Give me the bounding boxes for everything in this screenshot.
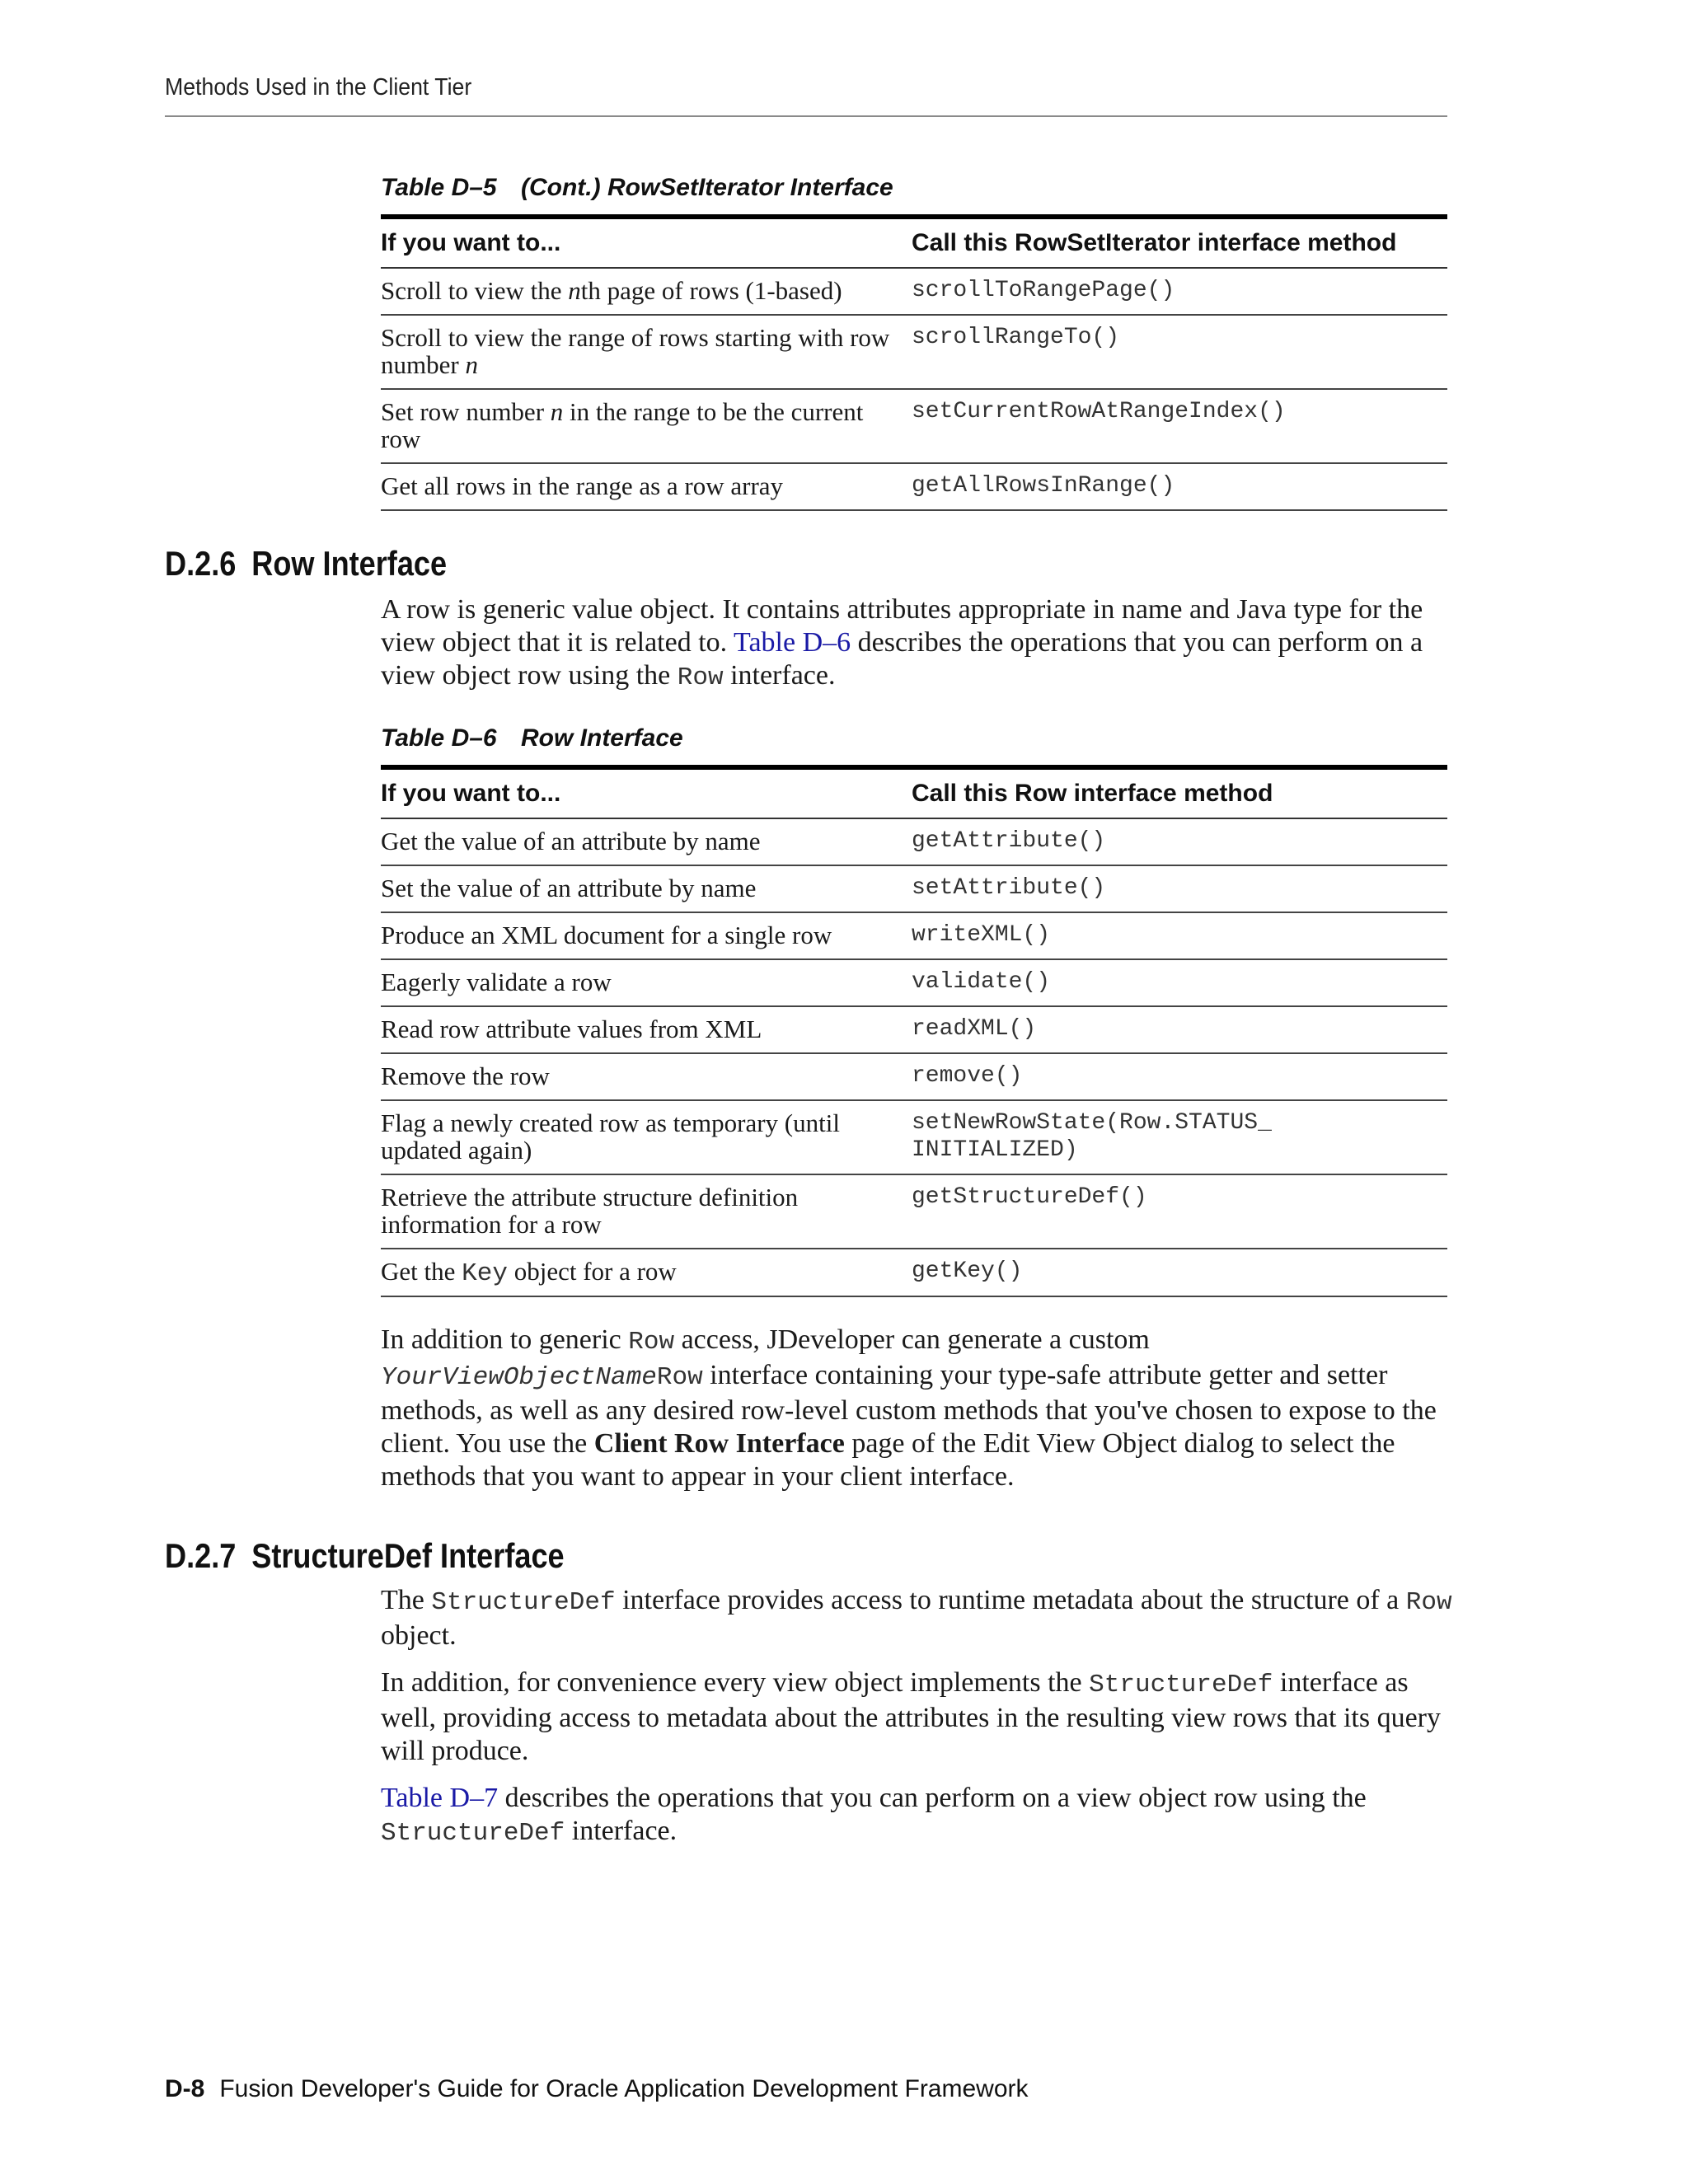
table-cell-action: Get the value of an attribute by name (381, 818, 912, 865)
table-cell-method: getAllRowsInRange() (912, 463, 1447, 510)
table-header-row (381, 767, 1447, 818)
table-cell-method: getAttribute() (912, 818, 1447, 865)
table-cell-method: getKey() (912, 1249, 1447, 1296)
table-cell-action: Remove the row (381, 1053, 912, 1100)
table-d5 (381, 214, 1447, 511)
table-cell-method: scrollRangeTo() (912, 315, 1447, 389)
table-cell-method: scrollToRangePage() (912, 268, 1447, 315)
table-cell-method: setAttribute() (912, 865, 1447, 912)
table-row (381, 818, 1447, 865)
table-cell-method: setNewRowState(Row.STATUS_ INITIALIZED) (912, 1100, 1447, 1174)
running-header: Methods Used in the Client Tier (165, 74, 472, 101)
table-cell-action: Get the Key object for a row (381, 1249, 912, 1296)
table-cell-method: setCurrentRowAtRangeIndex() (912, 389, 1447, 463)
table-row (381, 1174, 1447, 1249)
table-d5-title: (Cont.) RowSetIterator Interface (521, 174, 893, 201)
table-cell-action: Scroll to view the range of rows starting with row number n (381, 315, 912, 389)
table-row (381, 463, 1447, 510)
table-cell-action: Read row attribute values from XML (381, 1006, 912, 1053)
structuredef-paragraph-2: In addition, for convenience every view object implements the StructureDef interface as well, providing access to metadata about the attributes in the resulting view rows that its query will produce. (381, 1667, 1442, 1766)
table-d5-number: Table D–5 (381, 174, 497, 201)
page-number: D-8 (165, 2075, 205, 2102)
table-d5-caption (381, 171, 1447, 214)
book-title: Fusion Developer's Guide for Oracle Application Development Framework (219, 2075, 1029, 2102)
structuredef-paragraph-3: Table D–7 describes the operations that you can perform on a view object row using the StructureDef interface. (381, 1783, 1367, 1848)
section-title: Row Interface (251, 544, 448, 583)
table-cell-method: remove() (912, 1053, 1447, 1100)
table-cell-action: Set the value of an attribute by name (381, 865, 912, 912)
table-cell-action: Retrieve the attribute structure definition information for a row (381, 1174, 912, 1249)
table-cell-method: validate() (912, 959, 1447, 1006)
structuredef-paragraph-1: The StructureDef interface provides access to runtime metadata about the structure of a Row object. (381, 1585, 1452, 1651)
column-header: Call this Row interface method (912, 767, 1447, 818)
table-row (381, 389, 1447, 463)
table-d5-block (381, 171, 1447, 511)
table-header-row (381, 217, 1447, 268)
header-rule (165, 115, 1447, 117)
custom-row-paragraph: In addition to generic Row access, JDeveloper can generate a custom YourViewObjectNameRow interface containing your type-safe attribute getter and setter methods, as well as any desired row-level custom methods that you've chosen to expose to the client. You use the Client Row Interface page of the Edit View Object dialog to select the methods that you want to appear in your client interface. (381, 1324, 1437, 1492)
table-cell-method: writeXML() (912, 912, 1447, 959)
table-d6-title: Row Interface (521, 724, 683, 752)
column-header: If you want to... (381, 767, 912, 818)
table-row (381, 959, 1447, 1006)
section-number: D.2.6 (165, 544, 237, 583)
table-cell-method: readXML() (912, 1006, 1447, 1053)
table-row (381, 315, 1447, 389)
section-heading-d27 (165, 1536, 565, 1576)
section-title: StructureDef Interface (251, 1536, 565, 1575)
table-cell-action: Eagerly validate a row (381, 959, 912, 1006)
table-row (381, 912, 1447, 959)
table-d6 (381, 765, 1447, 1297)
table-row (381, 1053, 1447, 1100)
page-footer (165, 2075, 1029, 2103)
table-d6-caption (381, 722, 1447, 765)
section-heading-d26 (165, 544, 447, 583)
table-cell-action: Flag a newly created row as temporary (until updated again) (381, 1100, 912, 1174)
section-number: D.2.7 (165, 1536, 237, 1575)
table-row (381, 1249, 1447, 1296)
table-cell-action: Get all rows in the range as a row array (381, 463, 912, 510)
table-cell-method: getStructureDef() (912, 1174, 1447, 1249)
table-cell-action: Set row number n in the range to be the current row (381, 389, 912, 463)
table-cell-action: Scroll to view the nth page of rows (1-based) (381, 268, 912, 315)
table-row (381, 1100, 1447, 1174)
table-row (381, 268, 1447, 315)
table-d6-block (381, 722, 1447, 1297)
table-cell-action: Produce an XML document for a single row (381, 912, 912, 959)
table-d7-link[interactable]: Table D–7 (381, 1783, 499, 1813)
column-header: If you want to... (381, 217, 912, 268)
table-row (381, 1006, 1447, 1053)
row-interface-intro: A row is generic value object. It contains attributes appropriate in name and Java type for the view object that it is related to. Table D–6 describes the operations that you can perform on a view object row using the Row interface. (381, 594, 1423, 692)
table-d6-number: Table D–6 (381, 724, 497, 752)
table-row (381, 865, 1447, 912)
column-header: Call this RowSetIterator interface method (912, 217, 1447, 268)
table-d6-link[interactable]: Table D–6 (734, 627, 851, 658)
